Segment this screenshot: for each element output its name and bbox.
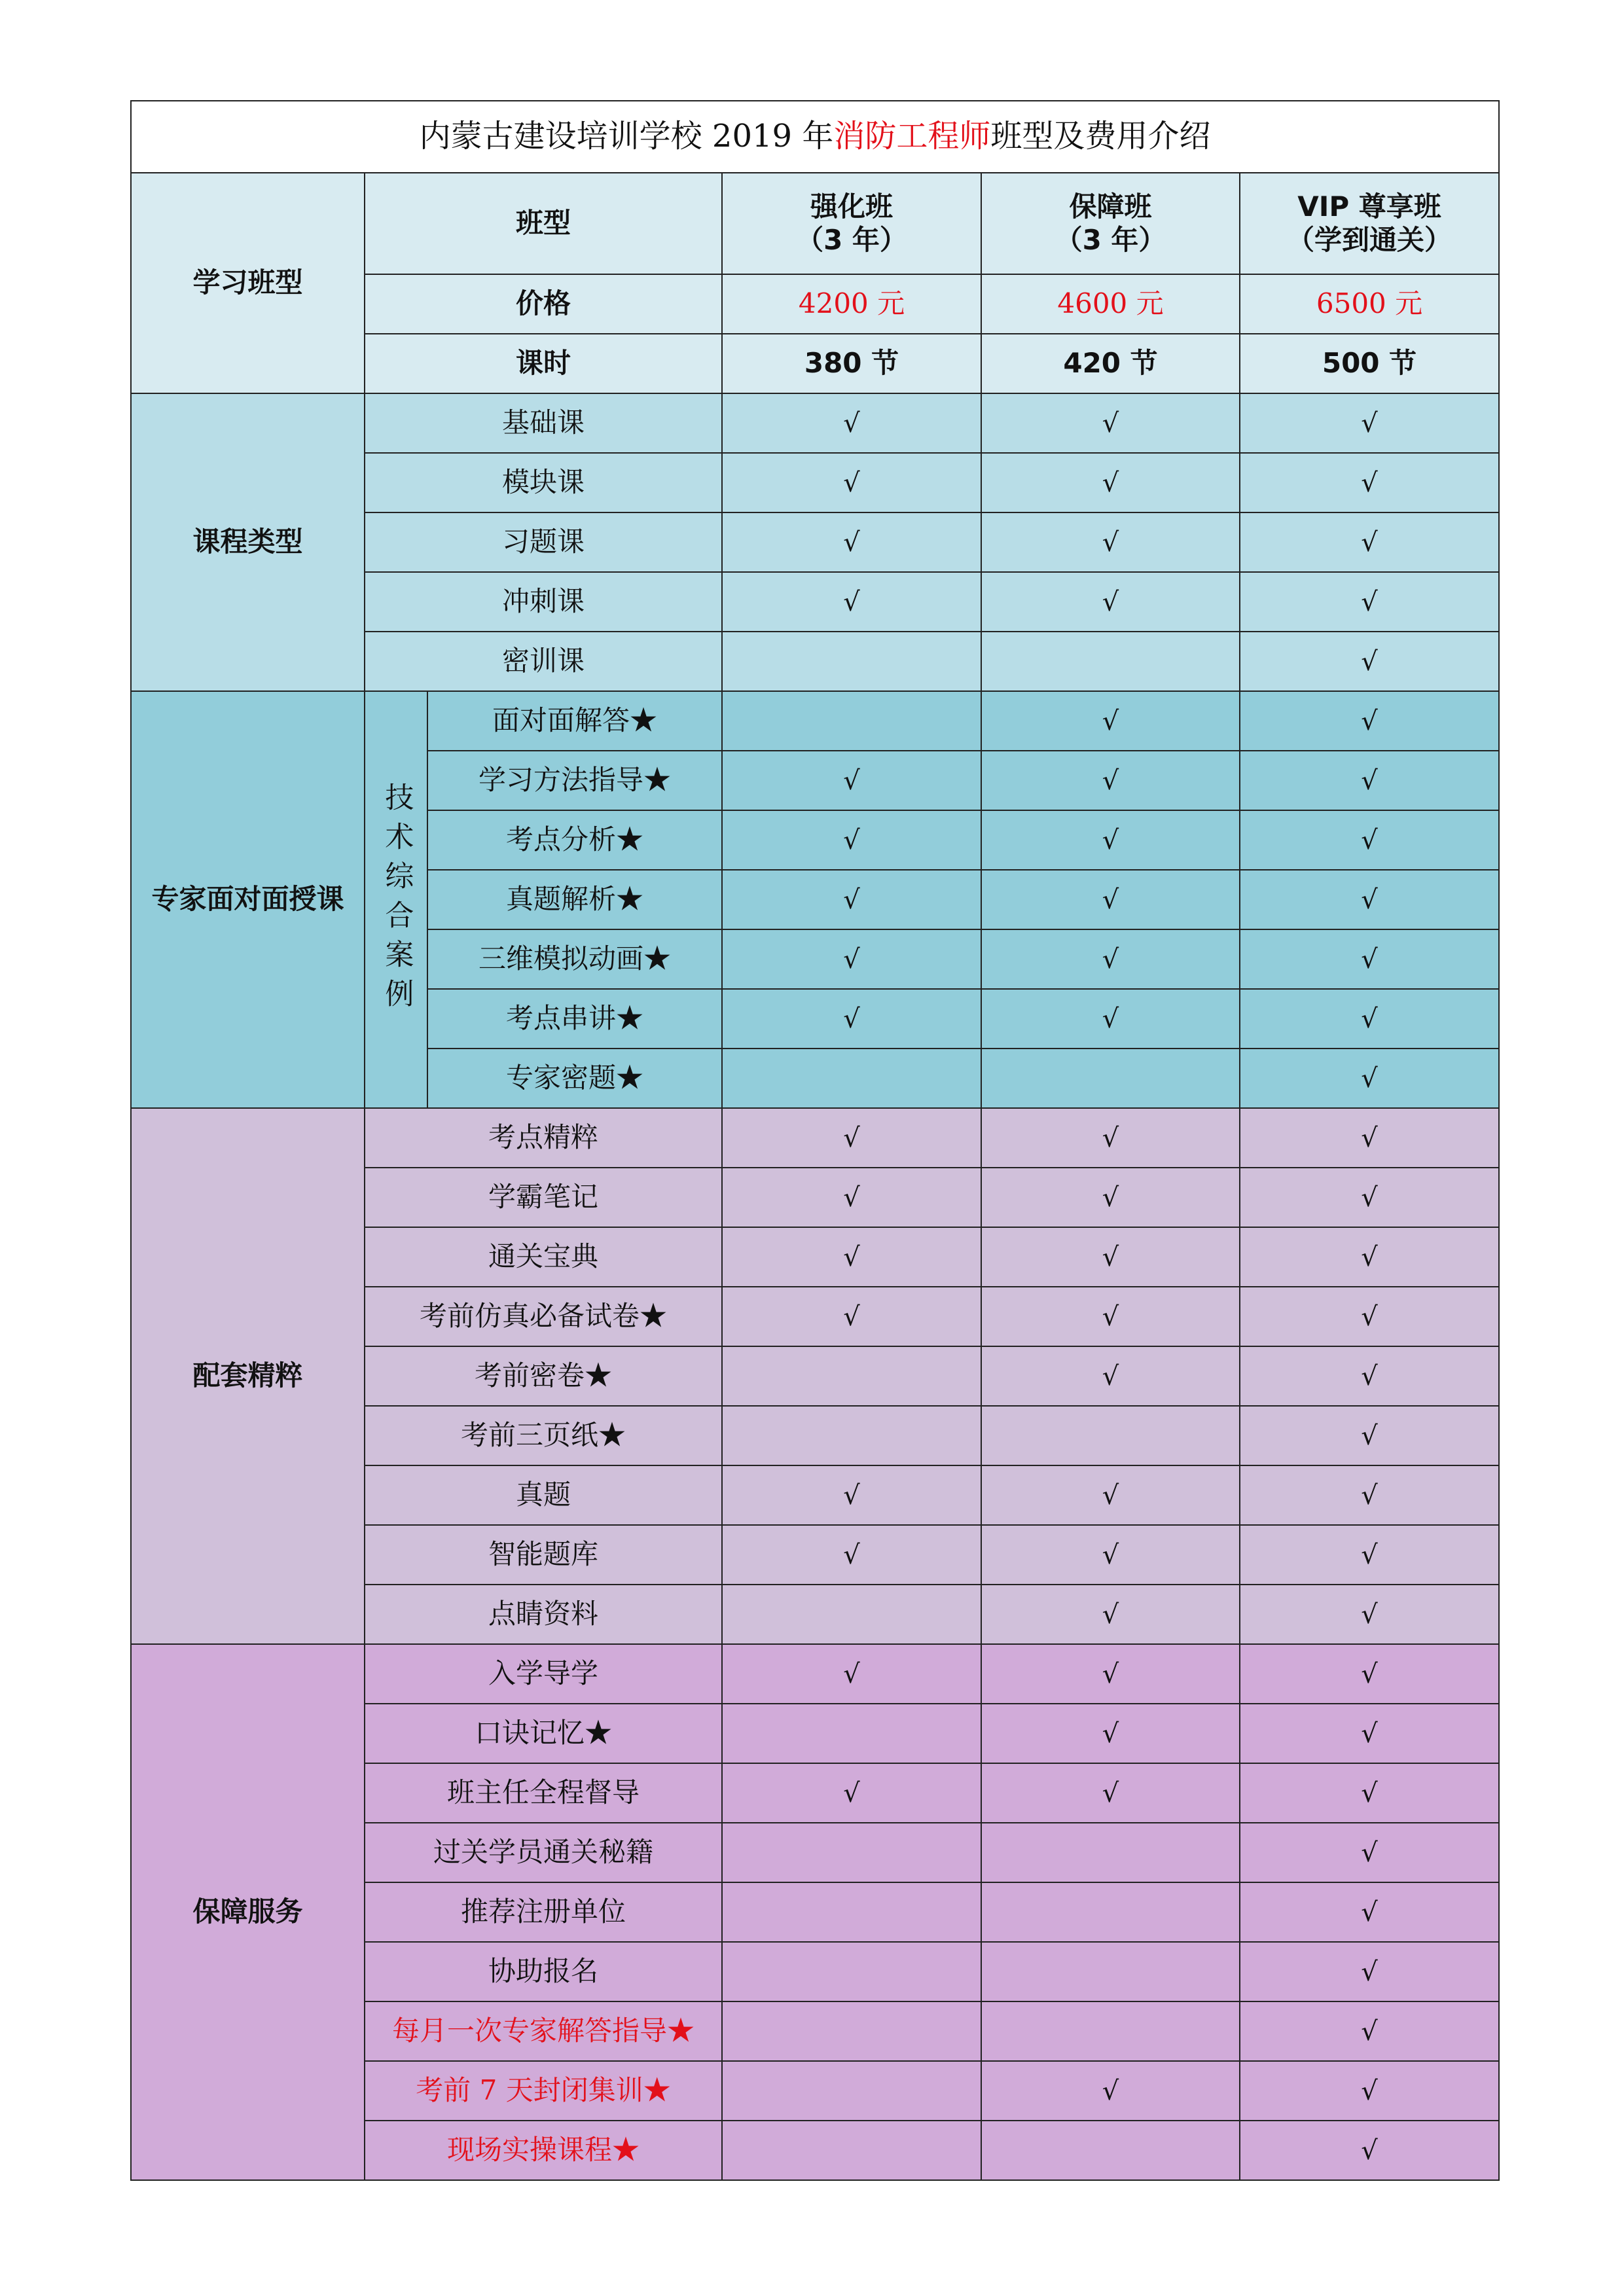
check-mark: √ <box>1240 1406 1499 1465</box>
section-label-course-types: 课程类型 <box>131 393 365 691</box>
class-name: 强化班 <box>810 190 893 223</box>
check-mark: √ <box>981 1585 1240 1644</box>
row-item-label: 习题课 <box>365 512 722 572</box>
empty-cell <box>722 691 981 751</box>
check-mark: √ <box>1240 1108 1499 1168</box>
check-mark: √ <box>981 1525 1240 1585</box>
row-item-label: 密训课 <box>365 632 722 691</box>
price-value: 6500 元 <box>1240 274 1499 334</box>
check-mark: √ <box>1240 1346 1499 1406</box>
row-item-label: 专家密题★ <box>427 1049 722 1108</box>
check-mark: √ <box>1240 1942 1499 2001</box>
check-mark: √ <box>1240 1823 1499 1882</box>
row-item-label: 入学导学 <box>365 1644 722 1704</box>
check-mark: √ <box>722 870 981 929</box>
check-mark: √ <box>981 810 1240 870</box>
check-mark: √ <box>722 751 981 810</box>
row-item-label: 面对面解答★ <box>427 691 722 751</box>
check-mark: √ <box>1240 512 1499 572</box>
check-mark: √ <box>981 512 1240 572</box>
empty-cell <box>981 1049 1240 1108</box>
row-item-label: 每月一次专家解答指导★ <box>365 2001 722 2061</box>
check-mark: √ <box>1240 2121 1499 2180</box>
check-mark: √ <box>1240 1525 1499 1585</box>
check-mark: √ <box>981 751 1240 810</box>
row-item-label: 过关学员通关秘籍 <box>365 1823 722 1882</box>
class-term: （3 年） <box>1055 223 1166 256</box>
check-mark: √ <box>981 691 1240 751</box>
empty-cell <box>981 1942 1240 2001</box>
check-mark: √ <box>981 1108 1240 1168</box>
section-label-materials: 配套精粹 <box>131 1108 365 1644</box>
check-mark: √ <box>1240 989 1499 1049</box>
table-row <box>131 393 1499 453</box>
title-suffix: 班型及费用介绍 <box>990 118 1211 155</box>
class-label: 班型 <box>365 173 722 274</box>
row-item-label: 三维模拟动画★ <box>427 929 722 989</box>
check-mark: √ <box>1240 1644 1499 1704</box>
empty-cell <box>981 1823 1240 1882</box>
check-mark: √ <box>981 1465 1240 1525</box>
class-name: 保障班 <box>1069 190 1152 223</box>
check-mark: √ <box>1240 1227 1499 1287</box>
check-mark: √ <box>981 1287 1240 1346</box>
empty-cell <box>722 1704 981 1763</box>
check-mark: √ <box>1240 1882 1499 1942</box>
check-mark: √ <box>722 989 981 1049</box>
row-item-label: 真题解析★ <box>427 870 722 929</box>
check-mark: √ <box>722 1644 981 1704</box>
price-value: 4600 元 <box>981 274 1240 334</box>
class-name: VIP 尊享班 <box>1297 190 1441 223</box>
check-mark: √ <box>722 1227 981 1287</box>
hours-value: 420 节 <box>981 334 1240 393</box>
check-mark: √ <box>1240 2061 1499 2121</box>
check-mark: √ <box>981 1644 1240 1704</box>
row-item-label: 模块课 <box>365 453 722 512</box>
section-label-expert: 专家面对面授课 <box>131 691 365 1108</box>
empty-cell <box>981 1882 1240 1942</box>
check-mark: √ <box>981 572 1240 632</box>
check-mark: √ <box>722 1108 981 1168</box>
check-mark: √ <box>1240 2001 1499 2061</box>
check-mark: √ <box>981 989 1240 1049</box>
check-mark: √ <box>1240 1585 1499 1644</box>
check-mark: √ <box>1240 1763 1499 1823</box>
empty-cell <box>722 632 981 691</box>
price-label: 价格 <box>365 274 722 334</box>
check-mark: √ <box>722 810 981 870</box>
empty-cell <box>981 2001 1240 2061</box>
row-item-label: 考前仿真必备试卷★ <box>365 1287 722 1346</box>
check-mark: √ <box>722 929 981 989</box>
check-mark: √ <box>722 1763 981 1823</box>
table-row <box>131 691 1499 751</box>
row-item-label: 协助报名 <box>365 1942 722 2001</box>
check-mark: √ <box>981 870 1240 929</box>
check-mark: √ <box>722 1465 981 1525</box>
check-mark: √ <box>981 1346 1240 1406</box>
check-mark: √ <box>1240 1168 1499 1227</box>
title-prefix: 内蒙古建设培训学校 2019 年 <box>419 118 834 155</box>
page-title <box>131 101 1499 173</box>
check-mark: √ <box>981 1227 1240 1287</box>
row-item-label: 通关宝典 <box>365 1227 722 1287</box>
check-mark: √ <box>981 1704 1240 1763</box>
class-term: （学到通关） <box>1287 223 1453 256</box>
check-mark: √ <box>722 572 981 632</box>
empty-cell <box>722 1823 981 1882</box>
empty-cell <box>722 1406 981 1465</box>
row-item-label: 学习方法指导★ <box>427 751 722 810</box>
title-highlight: 消防工程师 <box>833 118 991 155</box>
fee-table <box>130 100 1500 2181</box>
check-mark: √ <box>722 1525 981 1585</box>
check-mark: √ <box>1240 572 1499 632</box>
check-mark: √ <box>1240 870 1499 929</box>
empty-cell <box>981 2121 1240 2180</box>
check-mark: √ <box>722 453 981 512</box>
check-mark: √ <box>981 929 1240 989</box>
check-mark: √ <box>1240 632 1499 691</box>
check-mark: √ <box>1240 393 1499 453</box>
check-mark: √ <box>722 1287 981 1346</box>
row-item-label: 学霸笔记 <box>365 1168 722 1227</box>
check-mark: √ <box>1240 1049 1499 1108</box>
row-item-label: 基础课 <box>365 393 722 453</box>
row-item-label: 考前 7 天封闭集训★ <box>365 2061 722 2121</box>
empty-cell <box>722 2121 981 2180</box>
class-name-cell <box>722 173 981 274</box>
class-name-cell <box>981 173 1240 274</box>
class-term: （3 年） <box>796 223 907 256</box>
check-mark: √ <box>1240 453 1499 512</box>
empty-cell <box>722 1882 981 1942</box>
check-mark: √ <box>1240 691 1499 751</box>
price-value: 4200 元 <box>722 274 981 334</box>
check-mark: √ <box>1240 810 1499 870</box>
title-row <box>131 101 1499 173</box>
hours-label: 课时 <box>365 334 722 393</box>
row-item-label: 考点分析★ <box>427 810 722 870</box>
section-label-services: 保障服务 <box>131 1644 365 2180</box>
check-mark: √ <box>1240 929 1499 989</box>
row-item-label: 真题 <box>365 1465 722 1525</box>
section-label-study-class: 学习班型 <box>131 173 365 393</box>
check-mark: √ <box>981 2061 1240 2121</box>
empty-cell <box>722 1346 981 1406</box>
row-item-label: 口诀记忆★ <box>365 1704 722 1763</box>
row-item-label: 考前密卷★ <box>365 1346 722 1406</box>
row-item-label: 考点精粹 <box>365 1108 722 1168</box>
class-header-row <box>131 173 1499 274</box>
row-item-label: 现场实操课程★ <box>365 2121 722 2180</box>
empty-cell <box>722 2001 981 2061</box>
empty-cell <box>722 1585 981 1644</box>
check-mark: √ <box>1240 1465 1499 1525</box>
hours-value: 500 节 <box>1240 334 1499 393</box>
row-item-label: 考前三页纸★ <box>365 1406 722 1465</box>
row-item-label: 智能题库 <box>365 1525 722 1585</box>
check-mark: √ <box>981 1763 1240 1823</box>
check-mark: √ <box>1240 1704 1499 1763</box>
check-mark: √ <box>1240 1287 1499 1346</box>
empty-cell <box>722 1049 981 1108</box>
check-mark: √ <box>1240 751 1499 810</box>
check-mark: √ <box>981 1168 1240 1227</box>
check-mark: √ <box>722 393 981 453</box>
sub-section-label: 技术综合案例 <box>365 691 427 1108</box>
table-row <box>131 1108 1499 1168</box>
empty-cell <box>981 632 1240 691</box>
hours-value: 380 节 <box>722 334 981 393</box>
empty-cell <box>722 1942 981 2001</box>
empty-cell <box>722 2061 981 2121</box>
check-mark: √ <box>981 453 1240 512</box>
row-item-label: 点睛资料 <box>365 1585 722 1644</box>
empty-cell <box>981 1406 1240 1465</box>
row-item-label: 考点串讲★ <box>427 989 722 1049</box>
check-mark: √ <box>722 1168 981 1227</box>
table-row <box>131 1644 1499 1704</box>
row-item-label: 班主任全程督导 <box>365 1763 722 1823</box>
class-name-cell <box>1240 173 1499 274</box>
check-mark: √ <box>722 512 981 572</box>
row-item-label: 推荐注册单位 <box>365 1882 722 1942</box>
row-item-label: 冲刺课 <box>365 572 722 632</box>
check-mark: √ <box>981 393 1240 453</box>
